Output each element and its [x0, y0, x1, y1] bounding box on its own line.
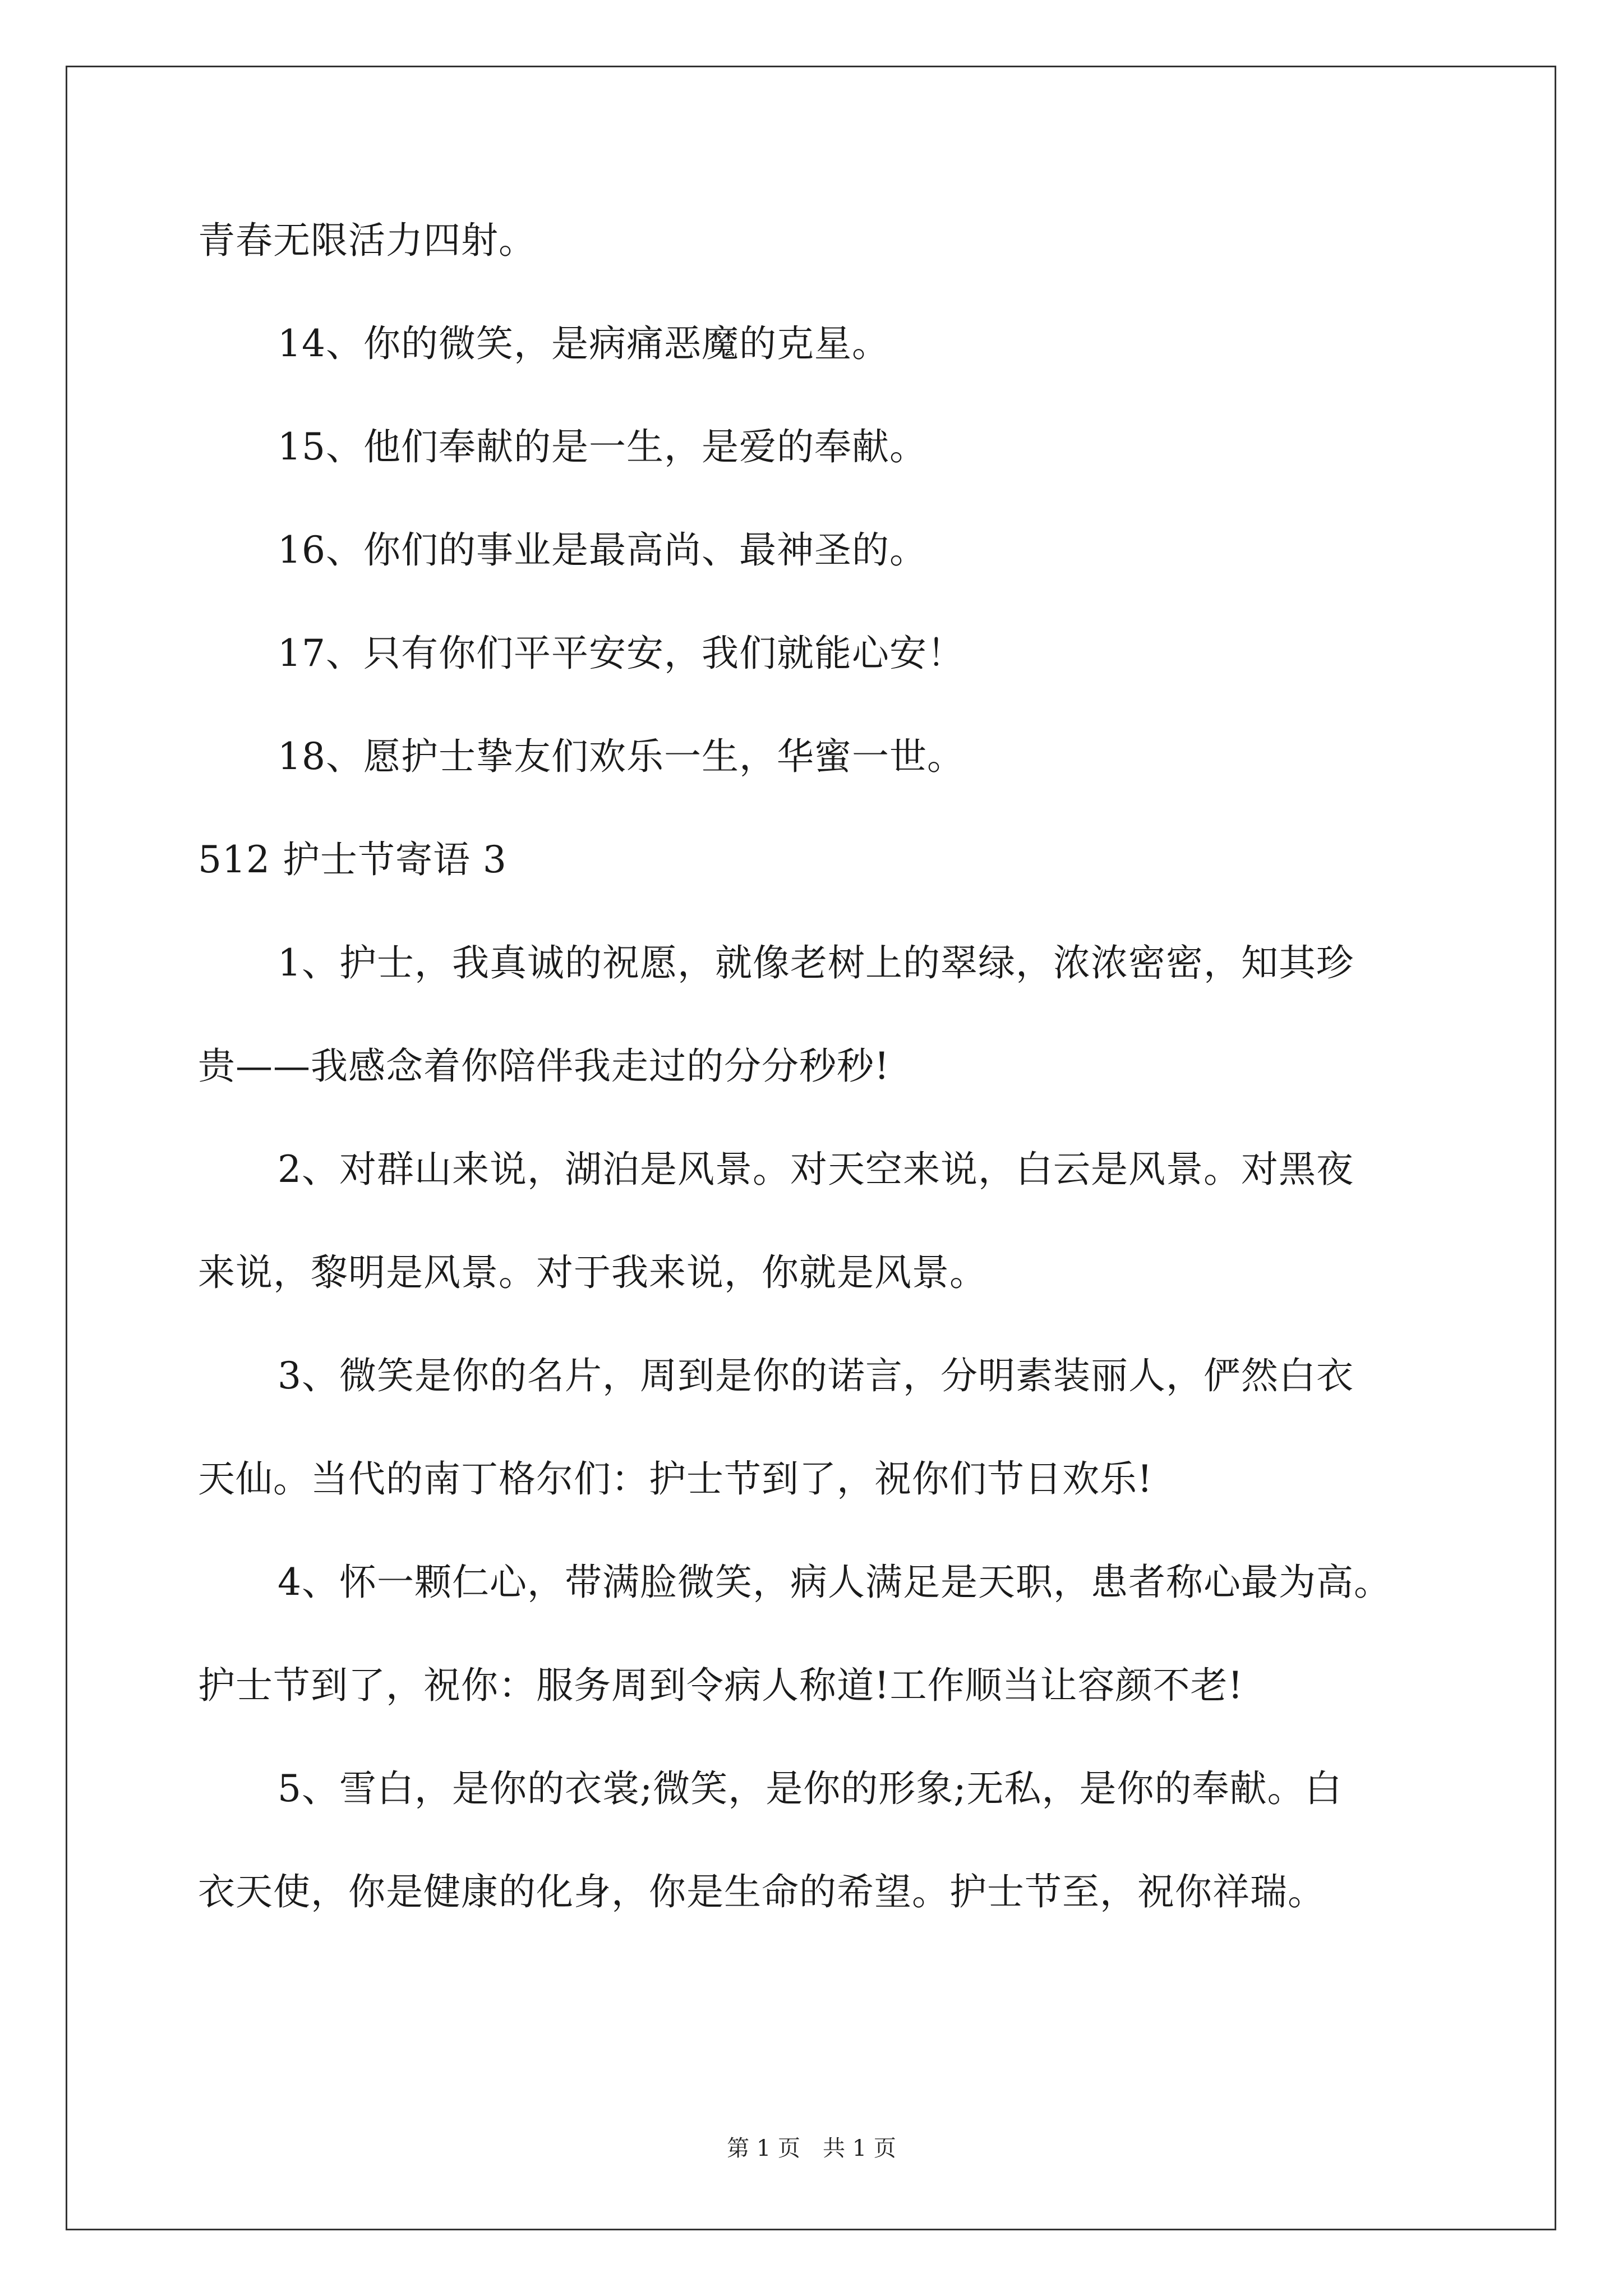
text-line: 青春无限活力四射。	[198, 219, 536, 262]
list-item: 5、雪白，是你的衣裳;微笑，是你的形象;无私，是你的奉献。白	[278, 1767, 1343, 1810]
text-line: 天仙。当代的南丁格尔们：护士节到了，祝你们节日欢乐!	[198, 1457, 1153, 1501]
list-item: 18、愿护士挚友们欢乐一生，华蜜一世。	[278, 735, 965, 778]
text-line: 贵——我感念着你陪伴我走过的分分秒秒!	[198, 1045, 890, 1088]
list-item: 2、对群山来说，湖泊是风景。对天空来说，白云是风景。对黑夜	[278, 1148, 1354, 1191]
list-item: 15、他们奉献的是一生，是爱的奉献。	[278, 425, 927, 468]
list-item: 3、微笑是你的名片，周到是你的诺言，分明素装丽人，俨然白衣	[278, 1354, 1354, 1397]
list-item: 17、只有你们平平安安，我们就能心安！	[278, 632, 965, 675]
text-line: 护士节到了，祝你：服务周到令病人称道!工作顺当让容颜不老!	[198, 1664, 1244, 1707]
list-item: 14、你的微笑，是病痛恶魔的克星。	[278, 322, 889, 365]
section-heading: 512 护士节寄语 3	[198, 838, 507, 881]
text-line: 衣天使，你是健康的化身，你是生命的希望。护士节至，祝你祥瑞。	[198, 1870, 1325, 1913]
text-line: 来说，黎明是风景。对于我来说，你就是风景。	[198, 1251, 987, 1294]
page-number-footer: 第 1 页 共 1 页	[727, 2136, 896, 2161]
list-item: 1、护士，我真诚的祝愿，就像老树上的翠绿，浓浓密密，知其珍	[278, 941, 1354, 984]
list-item: 16、你们的事业是最高尚、最神圣的。	[278, 528, 927, 572]
list-item: 4、怀一颗仁心，带满脸微笑，病人满足是天职，患者称心最为高。	[278, 1561, 1391, 1604]
